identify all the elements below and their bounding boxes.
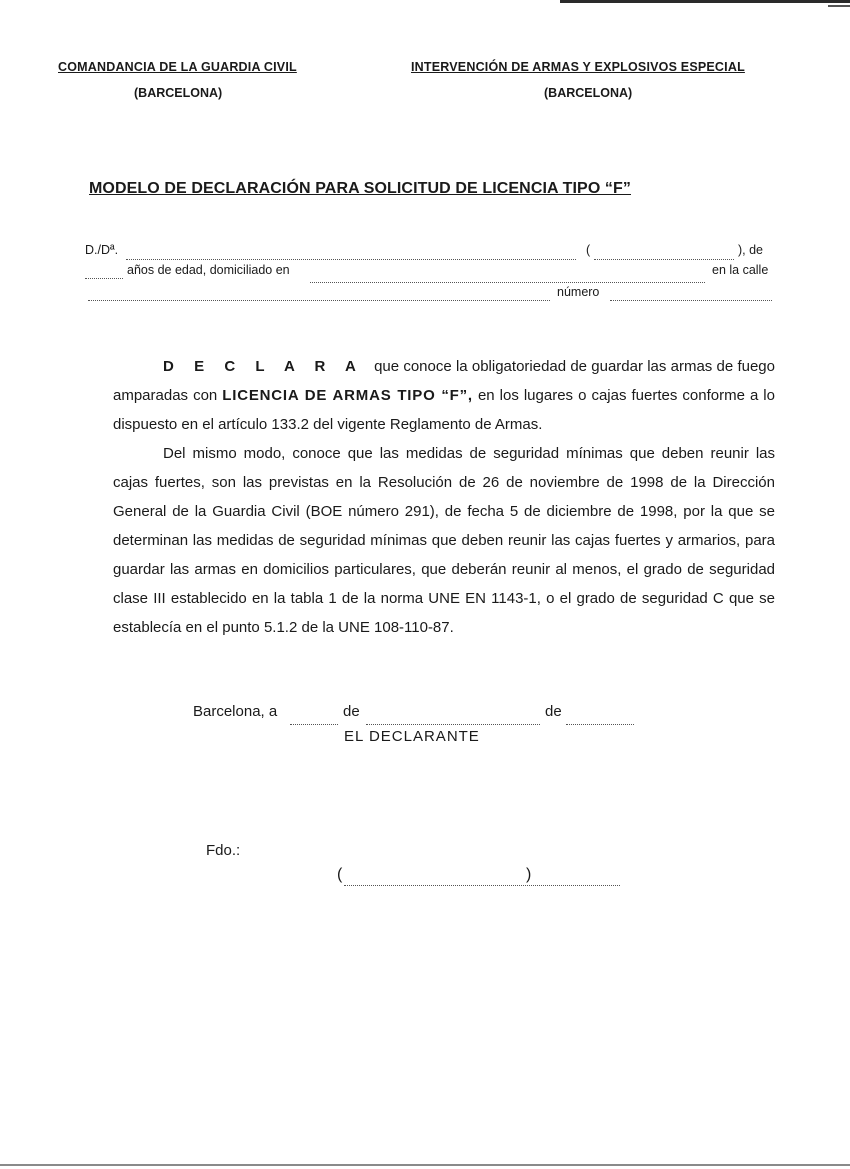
paragraph-2: Del mismo modo, conoce que las medidas de seguridad mínimas que deben reunir las cajas fuertes, son las previstas en la Resolución de 26 de noviembre de 1998 de la Dirección General de la Guardia Civil (BOE número 291), de fecha 5 de diciembre de 1998, por la que se determinan las medidas de seguridad mínimas que deben reunir las cajas fuertes y armarios, para guardar las armas en domicilios particulares, que deberán reunir al menos, el grado de seguridad clase III establecido en la tabla 1 de la norma UNE EN 1143-1, o el grado de seguridad C que se establecía en el punto 5.1.2 de la UNE 108-110-87. bbox=[113, 445, 775, 636]
day-field[interactable] bbox=[290, 724, 338, 725]
paragraph-1-end: en los lugares o cajas fuertes conforme a lo dispuesto en el artículo 133.2 del vigente Reglamento de Armas. bbox=[113, 387, 775, 433]
license-type: LICENCIA DE ARMAS TIPO “F”, bbox=[222, 387, 473, 404]
signer-paren-open: ( bbox=[337, 866, 343, 883]
scan-edge-bottom bbox=[0, 1164, 850, 1166]
place-label: Barcelona, a bbox=[193, 703, 278, 720]
de-label-1: de bbox=[343, 703, 360, 720]
number-label: número bbox=[557, 285, 600, 299]
year-field[interactable] bbox=[566, 724, 634, 725]
id-paren-open: ( bbox=[586, 243, 591, 257]
name-label: D./Dª. bbox=[85, 243, 119, 257]
document-title: MODELO DE DECLARACIÓN PARA SOLICITUD DE LICENCIA TIPO “F” bbox=[89, 180, 631, 197]
header-left-title: COMANDANCIA DE LA GUARDIA CIVIL bbox=[58, 60, 297, 74]
age-label: años de edad, domiciliado en bbox=[127, 263, 290, 277]
signer-paren-close: ) bbox=[526, 866, 532, 883]
age-field[interactable] bbox=[85, 278, 123, 279]
declara-word: D E C L A R A bbox=[163, 358, 364, 375]
declaration-body bbox=[113, 352, 775, 642]
id-field[interactable] bbox=[594, 259, 734, 260]
signed-label: Fdo.: bbox=[206, 842, 241, 859]
id-paren-close: ), de bbox=[738, 243, 764, 257]
header-right-title: INTERVENCIÓN DE ARMAS Y EXPLOSIVOS ESPECIAL bbox=[411, 60, 745, 74]
header-right-city: (BARCELONA) bbox=[544, 86, 633, 100]
signer-name-field[interactable] bbox=[344, 885, 620, 886]
scan-edge-top-mark bbox=[828, 5, 850, 7]
name-field[interactable] bbox=[126, 259, 576, 260]
month-field[interactable] bbox=[366, 724, 540, 725]
street-field[interactable] bbox=[88, 300, 550, 301]
declarant-label: EL DECLARANTE bbox=[344, 728, 480, 745]
number-field[interactable] bbox=[610, 300, 772, 301]
paragraph-1-start: que conoce la obligatoriedad de guardar las armas de fuego amparadas con bbox=[113, 358, 775, 404]
street-label: en la calle bbox=[712, 263, 769, 277]
header-left-city: (BARCELONA) bbox=[134, 86, 223, 100]
scan-edge-top bbox=[560, 0, 850, 3]
address-field[interactable] bbox=[310, 282, 705, 283]
de-label-2: de bbox=[545, 703, 562, 720]
paragraph-1 bbox=[113, 352, 775, 439]
